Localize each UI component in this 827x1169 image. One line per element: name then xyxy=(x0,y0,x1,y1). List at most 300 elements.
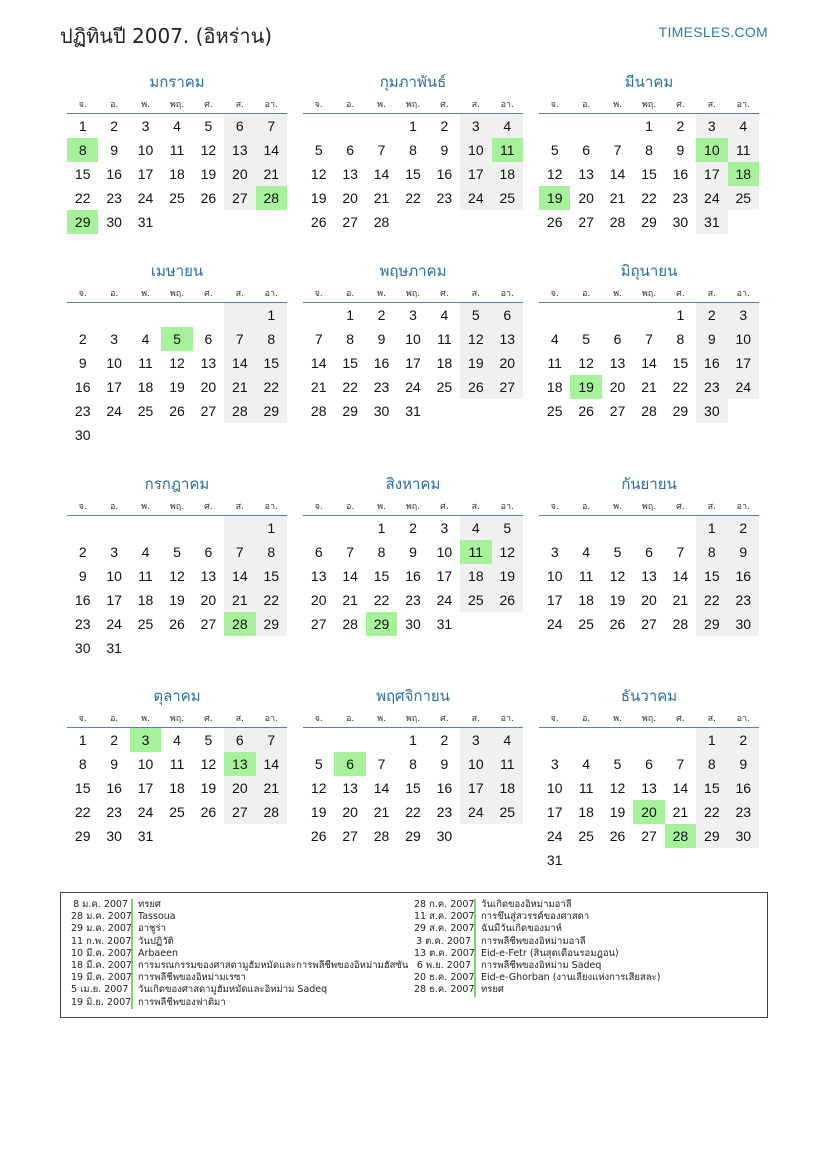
day-cell: 17 xyxy=(106,379,122,395)
day-cell: 8 xyxy=(256,540,287,564)
weekday-label: อา. xyxy=(500,288,514,299)
holiday-day-cell: 28 xyxy=(224,612,255,636)
day-cell: 16 xyxy=(106,166,122,182)
day-cell: 18 xyxy=(578,804,594,820)
day-cell: 11 xyxy=(138,355,153,371)
day-cell: 28 xyxy=(224,399,255,423)
day-cell: 31 xyxy=(546,852,563,868)
holiday-name: อาชูร่า xyxy=(138,923,166,935)
day-cell: 10 xyxy=(546,568,563,584)
weekday-header xyxy=(303,708,523,728)
day-cell: 10 xyxy=(460,138,491,162)
day-grid xyxy=(303,114,523,234)
empty-cell xyxy=(98,516,129,540)
day-cell: 21 xyxy=(256,776,287,800)
holiday-day-cell: 11 xyxy=(460,540,491,564)
holiday-date: 11 ส.ค. 2007 xyxy=(414,911,475,923)
day-cell: 21 xyxy=(672,592,689,608)
holiday-row xyxy=(71,923,414,935)
day-cell: 4 xyxy=(173,732,181,748)
day-cell: 24 xyxy=(436,592,453,608)
month-name: พฤษภาคม xyxy=(379,262,447,280)
holiday-row xyxy=(414,984,757,996)
day-cell: 10 xyxy=(460,752,491,776)
day-cell: 26 xyxy=(546,214,563,230)
weekday-header xyxy=(539,496,759,516)
empty-cell xyxy=(570,728,601,752)
day-cell: 9 xyxy=(728,752,759,776)
empty-cell xyxy=(602,114,633,138)
holiday-day-cell: 28 xyxy=(256,186,287,210)
weekday-label: จ. xyxy=(78,99,87,110)
weekday-label: ส. xyxy=(707,501,716,512)
weekday-label: พ. xyxy=(141,99,150,110)
day-cell: 24 xyxy=(106,403,122,419)
day-cell: 7 xyxy=(314,331,323,347)
day-cell: 8 xyxy=(409,142,417,158)
day-cell: 24 xyxy=(696,186,727,210)
day-cell: 29 xyxy=(405,828,421,844)
day-cell: 21 xyxy=(672,804,689,820)
empty-cell xyxy=(303,516,334,540)
day-cell: 5 xyxy=(492,516,523,540)
day-cell: 15 xyxy=(373,568,390,584)
day-cell: 20 xyxy=(578,190,594,206)
day-cell: 24 xyxy=(546,616,563,632)
day-cell: 13 xyxy=(342,166,358,182)
day-cell: 14 xyxy=(224,351,255,375)
day-cell: 8 xyxy=(377,544,386,560)
holiday-column-left xyxy=(71,899,414,1011)
day-cell: 27 xyxy=(578,214,594,230)
month-name: ตุลาคม xyxy=(153,687,201,705)
weekday-label: ศ. xyxy=(676,501,685,512)
holiday-day-cell: 6 xyxy=(334,752,365,776)
month-block xyxy=(303,72,523,234)
day-cell: 8 xyxy=(645,142,653,158)
day-cell: 7 xyxy=(613,142,622,158)
day-cell: 5 xyxy=(550,142,559,158)
day-cell: 13 xyxy=(200,355,217,371)
empty-cell xyxy=(665,728,696,752)
day-cell: 8 xyxy=(676,331,685,347)
weekday-label: พ. xyxy=(141,288,150,299)
empty-cell xyxy=(602,303,633,327)
weekday-label: อ. xyxy=(109,288,119,299)
holiday-date: 13 ต.ค. 2007 xyxy=(414,947,475,959)
weekday-label: อา. xyxy=(500,501,514,512)
day-cell: 15 xyxy=(74,780,91,796)
weekday-label: พฤ. xyxy=(169,99,185,110)
holiday-day-cell: 19 xyxy=(570,375,601,399)
day-cell: 30 xyxy=(405,616,421,632)
day-cell: 12 xyxy=(609,780,626,796)
day-cell: 2 xyxy=(440,732,449,748)
day-cell: 7 xyxy=(645,331,653,347)
day-cell: 20 xyxy=(609,379,626,395)
holiday-day-cell: 8 xyxy=(67,138,98,162)
month-block xyxy=(67,686,287,848)
holiday-date: 19 มิ.ย. 2007 xyxy=(71,996,132,1008)
day-cell: 16 xyxy=(74,379,91,395)
day-cell: 17 xyxy=(436,568,453,584)
weekday-label: จ. xyxy=(314,99,323,110)
day-cell: 27 xyxy=(342,214,358,230)
weekday-label: อ. xyxy=(345,99,355,110)
empty-cell xyxy=(303,114,334,138)
day-cell: 2 xyxy=(78,331,87,347)
day-cell: 17 xyxy=(546,592,563,608)
weekday-label: พ. xyxy=(141,501,150,512)
day-cell: 21 xyxy=(342,592,358,608)
day-cell: 5 xyxy=(204,732,213,748)
weekday-label: ศ. xyxy=(676,713,685,724)
weekday-label: อ. xyxy=(345,288,355,299)
empty-cell xyxy=(633,516,664,540)
weekday-label: อ. xyxy=(109,99,119,110)
day-cell: 4 xyxy=(550,331,559,347)
weekday-label: อา. xyxy=(264,288,278,299)
day-cell: 30 xyxy=(74,640,91,656)
day-cell: 13 xyxy=(310,568,327,584)
day-cell: 27 xyxy=(224,800,255,824)
day-cell: 27 xyxy=(200,616,217,632)
brand-link[interactable]: TIMESLES.COM xyxy=(658,24,768,40)
weekday-label: อ. xyxy=(345,713,355,724)
day-cell: 17 xyxy=(696,162,727,186)
month-block xyxy=(539,72,759,234)
empty-cell xyxy=(570,516,601,540)
empty-cell xyxy=(130,516,161,540)
day-cell: 12 xyxy=(578,355,594,371)
weekday-label: พฤ. xyxy=(169,713,185,724)
day-cell: 24 xyxy=(728,375,759,399)
holiday-day-cell: 29 xyxy=(366,612,397,636)
day-cell: 1 xyxy=(256,516,287,540)
day-cell: 10 xyxy=(106,568,122,584)
day-cell: 15 xyxy=(256,351,287,375)
empty-cell xyxy=(539,516,570,540)
holiday-name: การพลีชีพของอิหม่ามเรซา xyxy=(138,972,246,984)
day-cell: 25 xyxy=(169,190,185,206)
day-cell: 26 xyxy=(310,214,327,230)
day-cell: 6 xyxy=(492,303,523,327)
month-block xyxy=(303,686,523,848)
day-cell: 3 xyxy=(696,114,727,138)
day-cell: 3 xyxy=(110,331,119,347)
day-cell: 13 xyxy=(492,327,523,351)
weekday-label: อา. xyxy=(500,99,514,110)
month-name: มิถุนายน xyxy=(620,262,678,280)
day-cell: 27 xyxy=(342,828,358,844)
day-cell: 22 xyxy=(256,588,287,612)
day-cell: 29 xyxy=(256,612,287,636)
day-cell: 15 xyxy=(405,166,421,182)
weekday-header xyxy=(67,283,287,303)
day-cell: 9 xyxy=(377,331,386,347)
day-cell: 10 xyxy=(137,756,154,772)
weekday-label: จ. xyxy=(314,713,323,724)
weekday-label: พฤ. xyxy=(641,713,657,724)
day-cell: 25 xyxy=(460,588,491,612)
day-cell: 9 xyxy=(110,142,119,158)
day-cell: 15 xyxy=(405,780,421,796)
day-cell: 14 xyxy=(641,355,657,371)
holiday-date: 28 ธ.ค. 2007 xyxy=(414,984,475,996)
day-cell: 20 xyxy=(641,592,657,608)
day-cell: 1 xyxy=(645,118,653,134)
day-cell: 26 xyxy=(578,403,594,419)
day-cell: 25 xyxy=(492,800,523,824)
weekday-label: ส. xyxy=(471,288,480,299)
month-name: มกราคม xyxy=(149,73,205,91)
day-cell: 9 xyxy=(78,568,87,584)
day-cell: 16 xyxy=(672,166,689,182)
weekday-label: จ. xyxy=(78,288,87,299)
day-grid xyxy=(539,728,759,872)
empty-cell xyxy=(98,303,129,327)
day-cell: 19 xyxy=(492,564,523,588)
holiday-day-cell: 20 xyxy=(633,800,664,824)
holiday-name: ฉันมีวันเกิดของมาห์ xyxy=(481,923,562,935)
day-cell: 27 xyxy=(609,403,626,419)
day-cell: 6 xyxy=(204,544,213,560)
day-cell: 26 xyxy=(609,828,626,844)
day-cell: 16 xyxy=(728,564,759,588)
day-cell: 22 xyxy=(696,588,727,612)
day-cell: 23 xyxy=(74,403,91,419)
weekday-header xyxy=(539,283,759,303)
day-cell: 20 xyxy=(342,804,358,820)
day-cell: 11 xyxy=(728,138,759,162)
weekday-label: อา. xyxy=(500,713,514,724)
day-cell: 14 xyxy=(224,564,255,588)
holiday-date: 8 ม.ค. 2007 xyxy=(71,899,133,911)
day-cell: 9 xyxy=(728,540,759,564)
day-cell: 1 xyxy=(696,516,727,540)
weekday-label: อ. xyxy=(109,713,119,724)
empty-cell xyxy=(334,516,365,540)
day-cell: 19 xyxy=(460,351,491,375)
day-cell: 7 xyxy=(676,544,685,560)
weekday-label: จ. xyxy=(314,288,323,299)
day-cell: 5 xyxy=(613,756,622,772)
day-grid xyxy=(67,114,287,234)
day-cell: 4 xyxy=(141,544,150,560)
weekday-label: จ. xyxy=(314,501,323,512)
holiday-day-cell: 3 xyxy=(130,728,161,752)
day-cell: 29 xyxy=(696,824,727,848)
empty-cell xyxy=(539,303,570,327)
day-cell: 4 xyxy=(728,114,759,138)
empty-cell xyxy=(570,303,601,327)
weekday-label: จ. xyxy=(550,713,559,724)
holiday-name: การพลีชีพของอิหม่าม Sadeq xyxy=(481,959,602,971)
day-cell: 26 xyxy=(310,828,327,844)
weekday-label: อา. xyxy=(736,501,750,512)
holiday-row xyxy=(71,899,414,911)
day-cell: 22 xyxy=(672,379,689,395)
holiday-name: การมรณกรรมของศาสดามูฮัมหมัดและการพลีชีพของอิหม่ามฮัสซัน xyxy=(138,959,409,971)
day-cell: 31 xyxy=(106,640,122,656)
day-cell: 5 xyxy=(204,118,213,134)
weekday-header xyxy=(303,94,523,114)
day-grid xyxy=(539,303,759,423)
day-cell: 20 xyxy=(310,592,327,608)
weekday-header xyxy=(303,496,523,516)
day-grid xyxy=(539,516,759,636)
day-cell: 26 xyxy=(200,190,217,206)
day-cell: 6 xyxy=(582,142,591,158)
month-name: พฤศจิกายน xyxy=(376,687,450,705)
day-cell: 14 xyxy=(342,568,358,584)
day-cell: 16 xyxy=(436,166,453,182)
day-cell: 14 xyxy=(609,166,626,182)
day-grid xyxy=(303,303,523,423)
day-cell: 21 xyxy=(224,588,255,612)
day-cell: 5 xyxy=(613,544,622,560)
day-cell: 2 xyxy=(728,516,759,540)
holiday-name: Eid-e-Fetr (สิ้นสุดเดือนรอมฎอน) xyxy=(481,947,619,959)
day-cell: 9 xyxy=(409,544,417,560)
weekday-label: พฤ. xyxy=(641,501,657,512)
day-cell: 19 xyxy=(169,379,185,395)
day-cell: 8 xyxy=(346,331,355,347)
day-cell: 20 xyxy=(224,162,255,186)
day-cell: 24 xyxy=(460,800,491,824)
empty-cell xyxy=(366,728,397,752)
day-grid xyxy=(303,516,523,636)
day-cell: 28 xyxy=(641,403,657,419)
day-cell: 15 xyxy=(256,564,287,588)
day-cell: 3 xyxy=(460,114,491,138)
day-cell: 13 xyxy=(641,568,657,584)
day-cell: 25 xyxy=(436,379,453,395)
day-cell: 18 xyxy=(578,592,594,608)
holiday-name: ทรยศ xyxy=(481,984,504,996)
day-cell: 22 xyxy=(74,190,91,206)
weekday-label: พฤ. xyxy=(405,713,421,724)
weekday-label: ศ. xyxy=(440,99,449,110)
weekday-label: พฤ. xyxy=(641,288,657,299)
day-cell: 25 xyxy=(728,186,759,210)
weekday-label: ศ. xyxy=(204,713,213,724)
page-title: ปฏิทินปี 2007. (อิหร่าน) xyxy=(60,24,273,48)
day-cell: 19 xyxy=(609,592,626,608)
weekday-label: อา. xyxy=(264,501,278,512)
day-cell: 11 xyxy=(138,568,153,584)
day-cell: 3 xyxy=(141,118,150,134)
weekday-label: อา. xyxy=(264,99,278,110)
day-cell: 13 xyxy=(609,355,626,371)
weekday-header xyxy=(67,94,287,114)
day-cell: 16 xyxy=(106,780,122,796)
day-cell: 18 xyxy=(137,379,154,395)
weekday-label: ส. xyxy=(471,501,480,512)
day-cell: 27 xyxy=(224,186,255,210)
day-cell: 12 xyxy=(200,142,217,158)
day-cell: 4 xyxy=(141,331,150,347)
day-cell: 15 xyxy=(696,776,727,800)
weekday-label: พ. xyxy=(613,713,622,724)
day-cell: 6 xyxy=(613,331,622,347)
day-cell: 28 xyxy=(256,800,287,824)
weekday-label: พ. xyxy=(377,99,386,110)
day-cell: 18 xyxy=(169,166,185,182)
day-cell: 3 xyxy=(550,544,559,560)
weekday-label: ส. xyxy=(235,713,244,724)
weekday-label: ศ. xyxy=(440,713,449,724)
day-cell: 12 xyxy=(310,166,327,182)
day-cell: 19 xyxy=(310,190,327,206)
weekday-label: ส. xyxy=(235,501,244,512)
day-cell: 10 xyxy=(546,780,563,796)
day-cell: 27 xyxy=(492,375,523,399)
day-cell: 2 xyxy=(696,303,727,327)
day-cell: 5 xyxy=(314,756,323,772)
day-cell: 13 xyxy=(641,780,657,796)
day-cell: 29 xyxy=(342,403,358,419)
day-cell: 28 xyxy=(373,214,390,230)
holiday-row xyxy=(414,948,757,960)
day-cell: 26 xyxy=(609,616,626,632)
day-cell: 7 xyxy=(346,544,355,560)
day-cell: 8 xyxy=(256,327,287,351)
empty-cell xyxy=(539,728,570,752)
day-cell: 23 xyxy=(728,588,759,612)
empty-cell xyxy=(602,728,633,752)
day-cell: 26 xyxy=(492,588,523,612)
weekday-label: ส. xyxy=(471,713,480,724)
weekday-label: พ. xyxy=(613,99,622,110)
empty-cell xyxy=(67,516,98,540)
day-cell: 21 xyxy=(224,375,255,399)
day-cell: 30 xyxy=(373,403,390,419)
day-cell: 11 xyxy=(578,780,594,796)
day-cell: 29 xyxy=(672,403,689,419)
empty-cell xyxy=(334,114,365,138)
holiday-day-cell: 19 xyxy=(539,186,570,210)
day-cell: 31 xyxy=(405,403,421,419)
day-cell: 22 xyxy=(256,375,287,399)
day-cell: 21 xyxy=(609,190,626,206)
holiday-date: 10 มี.ค. 2007 xyxy=(71,947,132,959)
day-cell: 18 xyxy=(460,564,491,588)
day-cell: 26 xyxy=(460,375,491,399)
day-cell: 25 xyxy=(578,616,594,632)
day-cell: 9 xyxy=(440,756,449,772)
weekday-label: จ. xyxy=(78,501,87,512)
day-cell: 17 xyxy=(460,162,491,186)
month-block xyxy=(539,686,759,872)
holiday-day-cell: 11 xyxy=(492,138,523,162)
day-cell: 5 xyxy=(460,303,491,327)
day-cell: 7 xyxy=(224,540,255,564)
empty-cell xyxy=(193,303,224,327)
empty-cell xyxy=(334,728,365,752)
empty-cell xyxy=(161,516,192,540)
holiday-name: วันปฏิวัติ xyxy=(138,935,174,947)
holiday-date: 28 ก.ค. 2007 xyxy=(414,899,475,910)
day-cell: 26 xyxy=(169,616,185,632)
day-cell: 16 xyxy=(373,355,390,371)
weekday-header xyxy=(539,94,759,114)
day-cell: 30 xyxy=(728,824,759,848)
holiday-date: 6 พ.ย. 2007 xyxy=(414,960,476,972)
holiday-row xyxy=(414,911,757,923)
day-cell: 21 xyxy=(310,379,327,395)
weekday-label: อ. xyxy=(581,713,591,724)
